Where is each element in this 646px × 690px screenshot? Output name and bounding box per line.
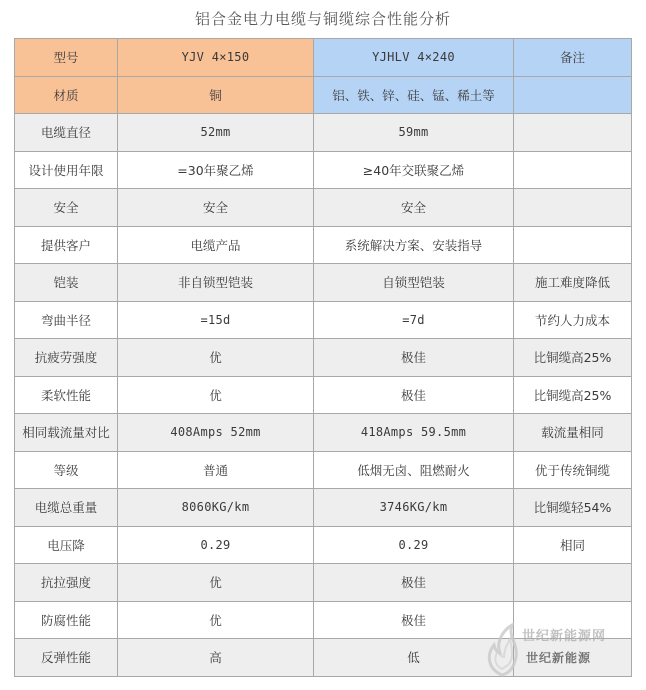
remark-cell: 相同 <box>514 526 632 564</box>
watermark-text: 世纪新能源网 <box>522 629 607 644</box>
comparison-table <box>14 38 632 677</box>
yjv-value-cell: 高 <box>118 639 314 677</box>
property-cell: 抗疲劳强度 <box>15 339 118 377</box>
yjhlv-value-cell: 系统解决方案、安装指导 <box>314 226 514 264</box>
header-row <box>15 76 632 114</box>
table-row <box>15 264 632 302</box>
yjhlv-value-cell: 低 <box>314 639 514 677</box>
property-cell: 电缆总重量 <box>15 489 118 527</box>
yjhlv-value-cell: YJHLV 4×240 <box>314 39 514 77</box>
yjv-value-cell: 408Amps 52mm <box>118 414 314 452</box>
table-row <box>15 151 632 189</box>
remark-cell <box>514 189 632 227</box>
table-row <box>15 114 632 152</box>
remark-cell <box>514 114 632 152</box>
yjv-value-cell: 电缆产品 <box>118 226 314 264</box>
remark-cell: 载流量相同 <box>514 414 632 452</box>
table-row <box>15 376 632 414</box>
yjhlv-value-cell: 极佳 <box>314 339 514 377</box>
remark-cell: 比铜缆高25% <box>514 376 632 414</box>
yjv-value-cell: 优 <box>118 601 314 639</box>
yjhlv-value-cell: 418Amps 59.5mm <box>314 414 514 452</box>
yjv-value-cell: 非自锁型铠装 <box>118 264 314 302</box>
header-row <box>15 39 632 77</box>
remark-cell <box>514 76 632 114</box>
property-cell: 抗拉强度 <box>15 564 118 602</box>
yjhlv-value-cell: 3746KG/km <box>314 489 514 527</box>
yjhlv-value-cell: 59mm <box>314 114 514 152</box>
yjv-value-cell: 8060KG/km <box>118 489 314 527</box>
table-row <box>15 339 632 377</box>
property-cell: 铠装 <box>15 264 118 302</box>
remark-cell <box>514 564 632 602</box>
property-cell: 防腐性能 <box>15 601 118 639</box>
property-cell: 弯曲半径 <box>15 301 118 339</box>
property-cell: 型号 <box>15 39 118 77</box>
yjhlv-value-cell: =7d <box>314 301 514 339</box>
yjv-value-cell: 52mm <box>118 114 314 152</box>
table-row <box>15 526 632 564</box>
remark-cell: 优于传统铜缆 <box>514 451 632 489</box>
table-row <box>15 601 632 639</box>
remark-cell: 比铜缆高25% <box>514 339 632 377</box>
property-cell: 反弹性能 <box>15 639 118 677</box>
table-row <box>15 564 632 602</box>
property-cell: 设计使用年限 <box>15 151 118 189</box>
yjhlv-value-cell: 极佳 <box>314 376 514 414</box>
remark-cell: 备注 <box>514 39 632 77</box>
yjhlv-value-cell: 铝、铁、锌、硅、锰、稀土等 <box>314 76 514 114</box>
remark-cell: 施工难度降低 <box>514 264 632 302</box>
page-title: 铝合金电力电缆与铜缆综合性能分析 <box>194 10 451 28</box>
yjv-value-cell: 优 <box>118 376 314 414</box>
table-row <box>15 226 632 264</box>
yjv-value-cell: 铜 <box>118 76 314 114</box>
remark-cell: 节约人力成本 <box>514 301 632 339</box>
property-cell: 相同载流量对比 <box>15 414 118 452</box>
yjv-value-cell: =15d <box>118 301 314 339</box>
yjhlv-value-cell: 低烟无卤、阻燃耐火 <box>314 451 514 489</box>
yjv-value-cell: =30年聚乙烯 <box>118 151 314 189</box>
yjv-value-cell: YJV 4×150 <box>118 39 314 77</box>
table-row <box>15 414 632 452</box>
remark-cell <box>514 601 632 639</box>
remark-cell: 比铜缆轻54% <box>514 489 632 527</box>
yjhlv-value-cell: 0.29 <box>314 526 514 564</box>
property-cell: 提供客户 <box>15 226 118 264</box>
property-cell: 电缆直径 <box>15 114 118 152</box>
yjhlv-value-cell: 极佳 <box>314 601 514 639</box>
yjv-value-cell: 优 <box>118 564 314 602</box>
yjhlv-value-cell: 极佳 <box>314 564 514 602</box>
yjv-value-cell: 安全 <box>118 189 314 227</box>
remark-cell <box>514 151 632 189</box>
property-cell: 电压降 <box>15 526 118 564</box>
table-row <box>15 189 632 227</box>
yjhlv-value-cell: ≥40年交联聚乙烯 <box>314 151 514 189</box>
yjhlv-value-cell: 自锁型铠装 <box>314 264 514 302</box>
remark-cell <box>514 639 632 677</box>
table-row <box>15 639 632 677</box>
table-row <box>15 489 632 527</box>
yjv-value-cell: 普通 <box>118 451 314 489</box>
yjv-value-cell: 优 <box>118 339 314 377</box>
property-cell: 材质 <box>15 76 118 114</box>
yjv-value-cell: 0.29 <box>118 526 314 564</box>
yjhlv-value-cell: 安全 <box>314 189 514 227</box>
remark-cell <box>514 226 632 264</box>
table-row <box>15 301 632 339</box>
property-cell: 安全 <box>15 189 118 227</box>
property-cell: 柔软性能 <box>15 376 118 414</box>
table-row <box>15 451 632 489</box>
property-cell: 等级 <box>15 451 118 489</box>
watermark-subtext: 世纪新能源 <box>526 651 592 665</box>
